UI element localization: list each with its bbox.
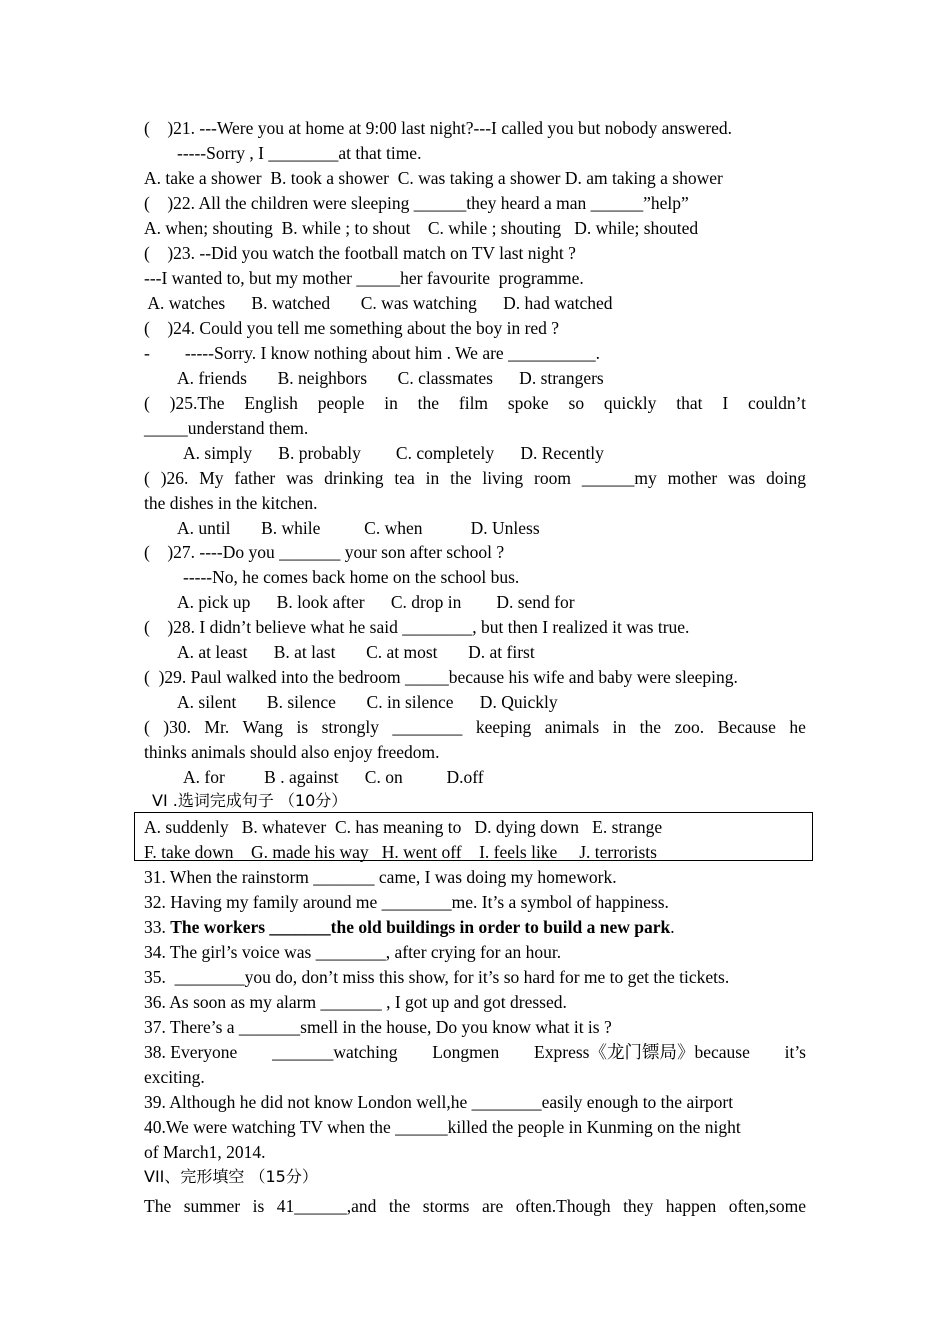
word: so	[568, 393, 585, 413]
word: I	[722, 393, 729, 413]
word: often,some	[728, 1196, 806, 1216]
word: is	[296, 717, 309, 737]
q34: 34. The girl’s voice was ________, after crying for an hour.	[144, 942, 562, 962]
q21-stem-reply: -----Sorry , I ________at that time.	[177, 143, 422, 163]
word: ________	[392, 717, 463, 737]
word: strongly	[321, 717, 379, 737]
word: room	[534, 468, 571, 488]
word: (	[144, 468, 150, 488]
word: )26.	[160, 468, 189, 488]
q23-stem-reply: ---I wanted to, but my mother _____her favourite programme.	[144, 268, 584, 288]
word: was	[286, 468, 314, 488]
q27-stem-reply: -----No, he comes back home on the school bus.	[183, 567, 520, 587]
q27-stem: ( )27. ----Do you _______ your son after school ?	[144, 542, 505, 562]
q28-options: A. at least B. at last C. at most D. at first	[177, 642, 535, 662]
q21-stem: ( )21. ---Were you at home at 9:00 last night?---I called you but nobody answered.	[144, 118, 733, 138]
q30-stem-cont: thinks animals should also enjoy freedom.	[144, 742, 440, 762]
word: in	[384, 393, 398, 413]
q25-stem-cont: _____understand them.	[144, 418, 309, 438]
word: film	[458, 393, 489, 413]
q31: 31. When the rainstorm _______ came, I was doing my homework.	[144, 867, 617, 887]
section6-title: VI .选词完成句子 （10分）	[152, 791, 348, 810]
q26-stem-cont: the dishes in the kitchen.	[144, 493, 318, 513]
word: in	[612, 717, 627, 737]
q33-period: .	[670, 917, 675, 937]
q30-options: A. for B . against C. on D.off	[183, 767, 484, 787]
q24-options: A. friends B. neighbors C. classmates D. strangers	[177, 368, 604, 388]
q38-cont: exciting.	[144, 1067, 205, 1087]
word: was	[728, 468, 756, 488]
word: tea	[394, 468, 415, 488]
q26-options: A. until B. while C. when D. Unless	[177, 518, 540, 538]
word: the	[450, 468, 472, 488]
word: zoo.	[674, 717, 705, 737]
word: The	[144, 1196, 172, 1216]
word: doing	[766, 468, 806, 488]
word: English	[244, 393, 298, 413]
word-bank-line-2: F. take down G. made his way H. went off I. feels like J. terrorists	[144, 842, 657, 862]
q24-stem-reply: - -----Sorry. I know nothing about him . We are __________.	[144, 343, 600, 363]
section7-title: VII、完形填空 （15分）	[144, 1167, 318, 1186]
q21-options: A. take a shower B. took a shower C. was taking a shower D. am taking a shower	[144, 168, 723, 188]
word: in	[425, 468, 440, 488]
q37: 37. There’s a _______smell in the house, Do you know what it is ?	[144, 1017, 612, 1037]
word: 38. Everyone	[144, 1042, 238, 1062]
word: they	[623, 1196, 654, 1216]
q36: 36. As soon as my alarm _______ , I got up and got dressed.	[144, 992, 567, 1012]
word: he	[789, 717, 806, 737]
q22-options: A. when; shouting B. while ; to shout C. while ; shouting D. while; shouted	[144, 218, 699, 238]
word: animals	[544, 717, 600, 737]
word: (	[144, 717, 150, 737]
q33-sentence: The workers _______the old buildings in order to build a new park	[170, 917, 671, 937]
word: are	[481, 1196, 504, 1216]
word: it’s	[784, 1042, 806, 1062]
q39: 39. Although he did not know London well,he ________easily enough to the airport	[144, 1092, 734, 1112]
word: (	[144, 393, 150, 413]
word: Longmen	[432, 1042, 500, 1062]
q24-stem: ( )24. Could you tell me something about the boy in red ?	[144, 318, 560, 338]
q23-stem: ( )23. --Did you watch the football match on TV last night ?	[144, 243, 576, 263]
word: summer	[183, 1196, 241, 1216]
q23-options: A. watches B. watched C. was watching D. had watched	[144, 293, 613, 313]
q29-stem: ( )29. Paul walked into the bedroom _____because his wife and baby were sleeping.	[144, 667, 738, 687]
word: living	[482, 468, 524, 488]
q32: 32. Having my family around me ________me. It’s a symbol of happiness.	[144, 892, 669, 912]
word: couldn’t	[747, 393, 806, 413]
q33-number: 33.	[144, 917, 171, 937]
q30-stem	[144, 716, 806, 738]
q26-stem	[144, 467, 806, 489]
word: quickly	[603, 393, 657, 413]
word: the	[388, 1196, 411, 1216]
q27-options: A. pick up B. look after C. drop in D. send for	[177, 592, 575, 612]
word: storms	[422, 1196, 470, 1216]
q38	[144, 1041, 806, 1063]
q33	[144, 916, 675, 938]
q40: 40.We were watching TV when the ______killed the people in Kunming on the night	[144, 1117, 741, 1137]
word: is	[252, 1196, 265, 1216]
word: spoke	[507, 393, 549, 413]
word: ______my	[581, 468, 657, 488]
q25-options: A. simply B. probably C. completely D. Recently	[183, 443, 604, 463]
q22-stem: ( )22. All the children were sleeping ______they heard a man ______”help”	[144, 193, 689, 213]
word: keeping	[475, 717, 532, 737]
word: happen	[665, 1196, 717, 1216]
word-bank-line-1: A. suddenly B. whatever C. has meaning to D. dying down E. strange	[144, 817, 663, 837]
word: people	[317, 393, 365, 413]
word: Because	[717, 717, 776, 737]
word: Mr.	[204, 717, 230, 737]
word: father	[234, 468, 276, 488]
word: My	[199, 468, 224, 488]
q35: 35. ________you do, don’t miss this show, for it’s so hard for me to get the tickets.	[144, 967, 730, 987]
word: Express《龙门镖局》because	[534, 1042, 750, 1062]
q25-stem	[144, 392, 806, 414]
q29-options: A. silent B. silence C. in silence D. Quickly	[177, 692, 558, 712]
word: _______watching	[272, 1042, 398, 1062]
word: )30.	[163, 717, 191, 737]
word: the	[639, 717, 662, 737]
q40-cont: of March1, 2014.	[144, 1142, 266, 1162]
word: )25.The	[169, 393, 225, 413]
word: that	[676, 393, 703, 413]
q28-stem: ( )28. I didn’t believe what he said ________, but then I realized it was true.	[144, 617, 690, 637]
word: drinking	[324, 468, 384, 488]
word: Wang	[242, 717, 284, 737]
word: mother	[667, 468, 718, 488]
cloze-passage-line-1	[144, 1195, 806, 1217]
word: often.Though	[515, 1196, 611, 1216]
word: the	[417, 393, 440, 413]
word: 41______,and	[276, 1196, 377, 1216]
